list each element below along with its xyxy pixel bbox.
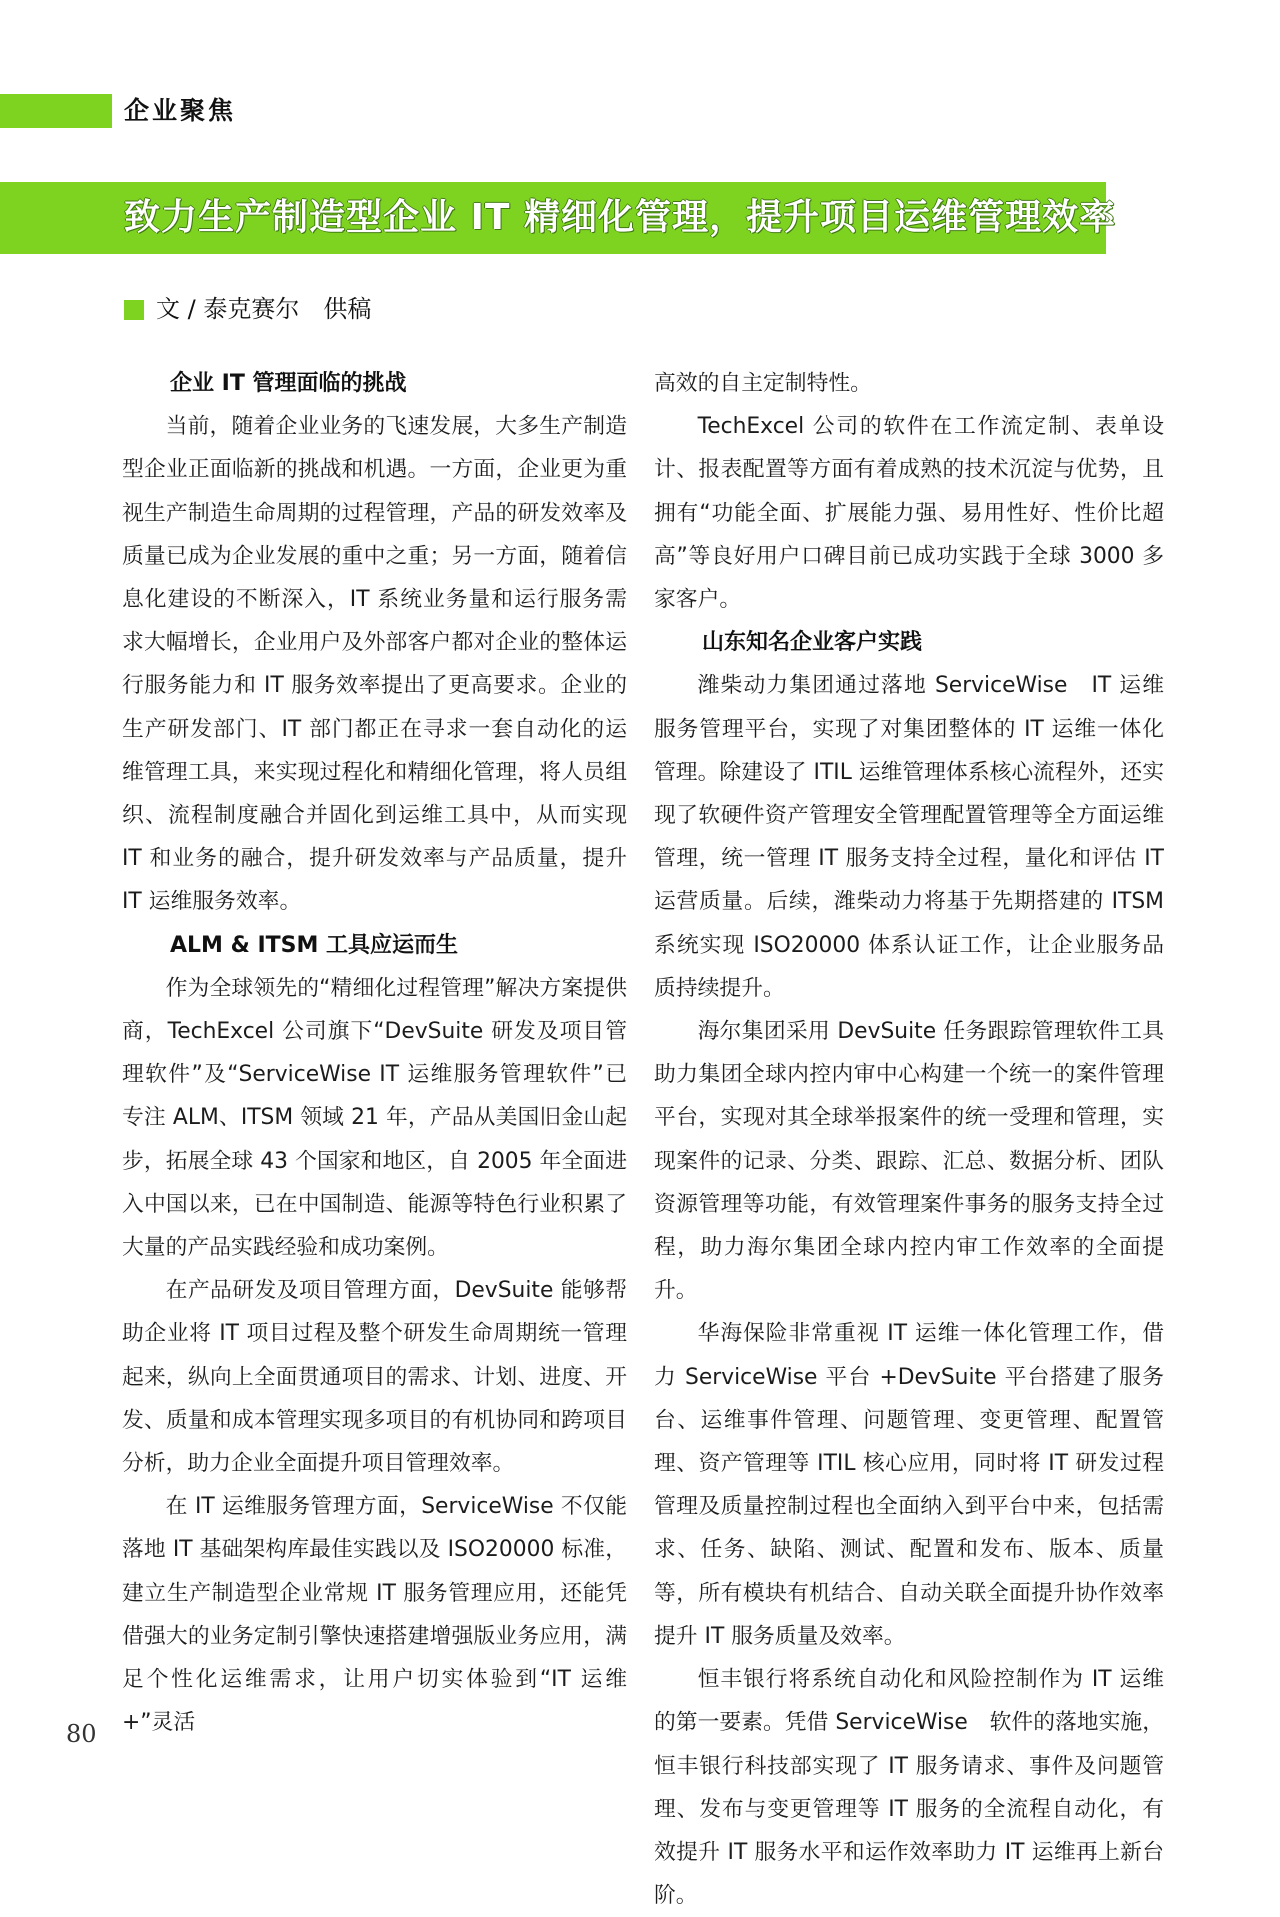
paragraph: 在 IT 运维服务管理方面，ServiceWise 不仅能落地 IT 基础架构库最佳实践以及 ISO20000 标准，建立生产制造型企业常规 IT 服务管理应用，还能凭借强大的业务定制引擎快速搭建增强版业务应用，满足个性化运维需求，让用户切实体验到“IT 运维 +”灵活 [122, 1494, 627, 1736]
paragraph: TechExcel 公司的软件在工作流定制、表单设计、报表配置等方面有着成熟的技术沉淀与优势，且拥有“功能全面、扩展能力强、易用性好、性价比超高”等良好用户口碑目前已成功实践于全球 3000 多家客户。 [654, 414, 1164, 613]
right-column [654, 362, 1164, 1917]
paragraph: 在产品研发及项目管理方面，DevSuite 能够帮助企业将 IT 项目过程及整个研发生命周期统一管理起来，纵向上全面贯通项目的需求、计划、进度、开发、质量和成本管理实现多项目的有机协同和跨项目分析，助力企业全面提升项目管理效率。 [122, 1278, 627, 1477]
byline-square-icon [124, 300, 144, 320]
section-tag [0, 94, 300, 128]
paragraph: 华海保险非常重视 IT 运维一体化管理工作，借力 ServiceWise 平台 +DevSuite 平台搭建了服务台、运维事件管理、问题管理、变更管理、配置管理、资产管理等 ITIL 核心应用，同时将 IT 研发过程管理及质量控制过程也全面纳入到平台中来，包括需求、任务、缺陷、测试、配置和发布、版本、质量等，所有模块有机结合、自动关联全面提升协作效率提升 IT 服务质量及效率。 [654, 1321, 1164, 1649]
byline-text: 文 / 泰克赛尔 供稿 [156, 295, 372, 323]
page-number: 80 [66, 1720, 97, 1748]
section-heading: 企业 IT 管理面临的挑战 [170, 371, 407, 396]
section-heading: 山东知名企业客户实践 [702, 630, 923, 656]
paragraph: 当前，随着企业业务的飞速发展，大多生产制造型企业正面临新的挑战和机遇。一方面，企业更为重视生产制造生命周期的过程管理，产品的研发效率及质量已成为企业发展的重中之重；另一方面，随着信息化建设的不断深入，IT 系统业务量和运行服务需求大幅增长，企业用户及外部客户都对企业的整体运行服务能力和 IT 服务效率提出了更高要求。企业的生产研发部门、IT 部门都正在寻求一套自动化的运维管理工具，来实现过程化和精细化管理，将人员组织、流程制度融合并固化到运维工具中，从而实现 IT 和业务的融合，提升研发效率与产品质量，提升 IT 运维服务效率。 [122, 414, 627, 915]
section-tag-accent-bar [0, 94, 112, 128]
title-band [0, 182, 1117, 254]
paragraph: 潍柴动力集团通过落地 ServiceWise IT 运维服务管理平台，实现了对集团整体的 IT 运维一体化管理。除建设了 ITIL 运维管理体系核心流程外，还实现了软硬件资产管理安全管理配置管理等全方面运维管理，统一管理 IT 服务支持全过程，量化和评估 IT 运营质量。后续，潍柴动力将基于先期搭建的 ITSM 系统实现 ISO20000 体系认证工作，让企业服务品质持续提升。 [654, 673, 1164, 1001]
paragraph: 作为全球领先的“精细化过程管理”解决方案提供商，TechExcel 公司旗下“DevSuite 研发及项目管理软件”及“ServiceWise IT 运维服务管理软件”已专注 ALM、ITSM 领域 21 年，产品从美国旧金山起步，拓展全球 43 个国家和地区，自 2005 年全面进入中国以来，已在中国制造、能源等特色行业积累了大量的产品实践经验和成功案例。 [122, 975, 627, 1261]
section-label: 企业聚焦 [124, 96, 237, 125]
paragraph: 恒丰银行将系统自动化和风险控制作为 IT 运维的第一要素。凭借 ServiceWise 软件的落地实施，恒丰银行科技部实现了 IT 服务请求、事件及问题管理、发布与变更管理等 IT 服务的全流程自动化，有效提升 IT 服务水平和运作效率助力 IT 运维再上新台阶。 [654, 1667, 1164, 1909]
left-column [122, 362, 627, 1745]
paragraph: 海尔集团采用 DevSuite 任务跟踪管理软件工具助力集团全球内控内审中心构建一个统一的案件管理平台，实现对其全球举报案件的统一受理和管理，实现案件的记录、分类、跟踪、汇总、数据分析、团队资源管理等功能，有效管理案件事务的服务支持全过程，助力海尔集团全球内控内审工作效率的全面提升。 [654, 1019, 1164, 1304]
paragraph-continuation: 高效的自主定制特性。 [654, 371, 872, 396]
article-title: 致力生产制造型企业 IT 精细化管理，提升项目运维管理效率 [124, 197, 1117, 238]
section-heading: ALM & ITSM 工具应运而生 [170, 932, 459, 958]
